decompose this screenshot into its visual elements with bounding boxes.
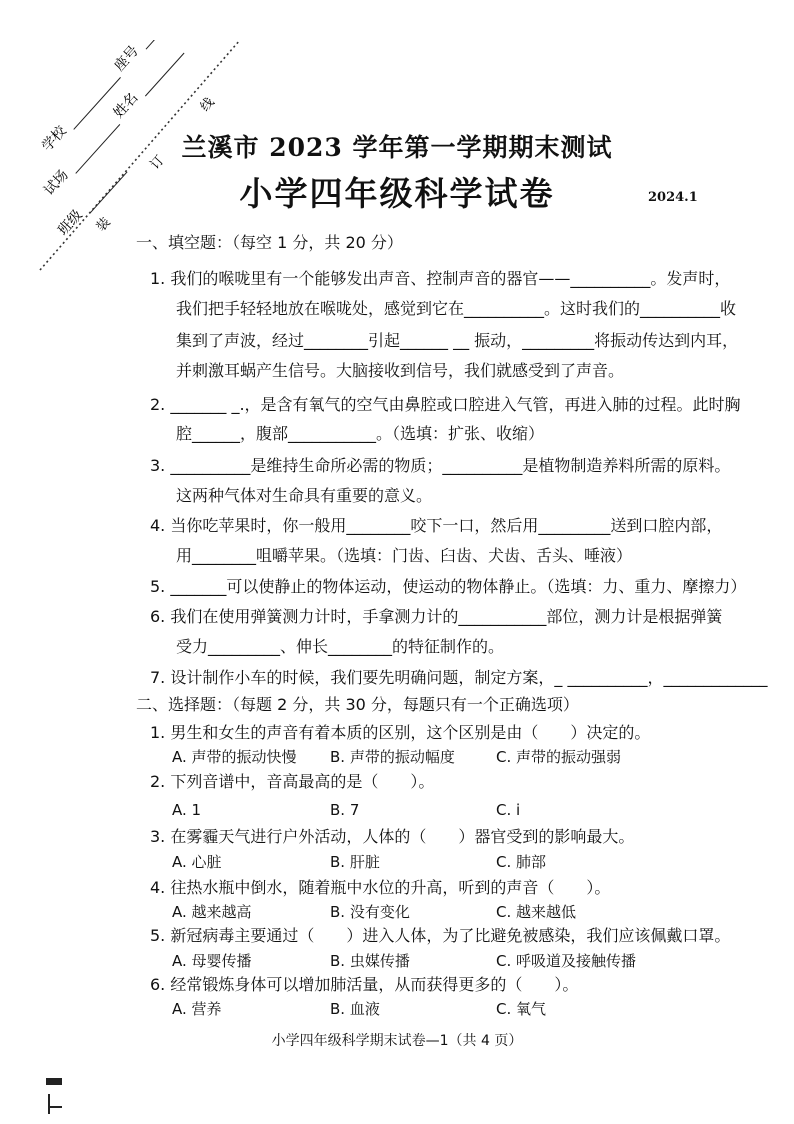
choice-q3-option-b: B. 肝脏 [330,853,380,871]
fill-q3-line2: 这两种气体对生命具有重要的意义。 [176,486,433,505]
page-footer: 小学四年级科学期末试卷—1（共 4 页） [271,1033,523,1049]
crop-mark-vertical [48,1094,50,1114]
class-label: 班级 [55,207,86,239]
xian-mark: 线 [197,94,218,115]
fill-q4-line2: 用________咀嚼苹果。（选填：门齿、臼齿、犬齿、舌头、唾液） [176,546,633,565]
seat-label: 座号 [111,42,142,75]
fill-q1-line4: 并刺激耳蜗产生信号。大脑接收到信号，我们就感受到了声音。 [176,361,625,380]
section1-heading: 一、填空题：（每空 1 分，共 20 分） [136,233,403,252]
choice-q2-option-b: B. 7 [330,801,360,819]
choice-q6: 6. 经常锻炼身体可以增加肺活量，从而获得更多的（ ）。 [150,975,579,994]
choice-q5-option-b: B. 虫媒传播 [330,952,410,970]
choice-q2-option-a: A. 1 [172,801,202,819]
room-label: 试场 [41,167,72,199]
fill-q7: 7. 设计制作小车的时候，我们要先明确问题，制定方案，_ __________，_____________ [150,668,768,687]
choice-q3-option-c: C. 肺部 [496,853,547,871]
fill-q5: 5. _______可以使静止的物体运动，使运动的物体静止。（选填：力、重力、摩擦力） [150,577,747,596]
fill-q4-line1: 4. 当你吃苹果时，你一般用________咬下一口，然后用_________送到口腔内部， [150,516,723,535]
seat-underline [146,40,178,49]
choice-q1-option-b: B. 声带的振动幅度 [330,748,455,766]
fill-q1-line3: 集到了声波，经过________引起______ __ 振动，_________将振动传达到内耳， [176,331,739,350]
fill-q6-line2: 受力_________、伸长________的特征制作的。 [176,637,505,656]
exam-title: 兰溪市 2023 学年第一学期期末测试 [181,133,613,162]
school-label: 学校 [39,123,70,155]
fill-q3-line1: 3. __________是维持生命所必需的物质；__________是植物制造养料所需的原料。 [150,456,731,475]
school-underline [74,77,121,129]
choice-q4-option-b: B. 没有变化 [330,903,410,921]
ding-mark: 订 [147,152,168,173]
choice-q4-option-a: A. 越来越高 [172,903,252,921]
crop-mark-horizontal [48,1106,62,1108]
choice-q6-option-a: A. 营养 [172,1000,222,1018]
fill-q1-line1: 1. 我们的喉咙里有一个能够发出声音、控制声音的器官——__________。发声时， [150,269,731,288]
choice-q6-option-c: C. 氧气 [496,1000,547,1018]
name-underline [145,53,184,96]
choice-q1: 1. 男生和女生的声音有着本质的区别，这个区别是由（ ）决定的。 [150,723,651,742]
choice-q5-option-c: C. 呼吸道及接触传播 [496,952,637,970]
choice-q5-option-a: A. 母婴传播 [172,952,252,970]
scan-mark [46,1078,62,1085]
exam-date: 2024.1 [648,190,698,205]
name-label: 姓名 [110,89,142,122]
choice-q2-option-c: C. i [496,801,521,819]
choice-q1-option-a: A. 声带的振动快慢 [172,748,297,766]
choice-q1-option-c: C. 声带的振动强弱 [496,748,622,766]
fill-q2-line2: 腔______，腹部___________。（选填：扩张、收缩） [176,424,545,443]
choice-q3-option-a: A. 心脏 [172,853,222,871]
exam-subtitle: 小学四年级科学试卷 [239,174,555,213]
choice-q5: 5. 新冠病毒主要通过（ ）进入人体，为了比避免被感染，我们应该佩戴口罩。 [150,926,731,945]
fill-q6-line1: 6. 我们在使用弹簧测力计时，手拿测力计的___________部位，测力计是根据弹簧 [150,607,723,626]
choice-q2: 2. 下列音谱中，音高最高的是（ ）。 [150,772,435,791]
choice-q3: 3. 在雾霾天气进行户外活动，人体的（ ）器官受到的影响最大。 [150,827,635,846]
choice-q4-option-c: C. 越来越低 [496,903,577,921]
fill-q1-line2: 我们把手轻轻地放在喉咙处，感觉到它在__________。这时我们的__________收 [176,299,737,318]
zhuang-mark: 装 [93,214,114,235]
section2-heading: 二、选择题：（每题 2 分，共 30 分，每题只有一个正确选项） [136,695,579,714]
choice-q6-option-b: B. 血液 [330,1000,380,1018]
fill-q2-line1: 2. _______ _.，是含有氧气的空气由鼻腔或口腔进入气管，再进入肺的过程。此时胸 [150,395,741,414]
choice-q4: 4. 往热水瓶中倒水，随着瓶中水位的升高，听到的声音（ ）。 [150,878,611,897]
